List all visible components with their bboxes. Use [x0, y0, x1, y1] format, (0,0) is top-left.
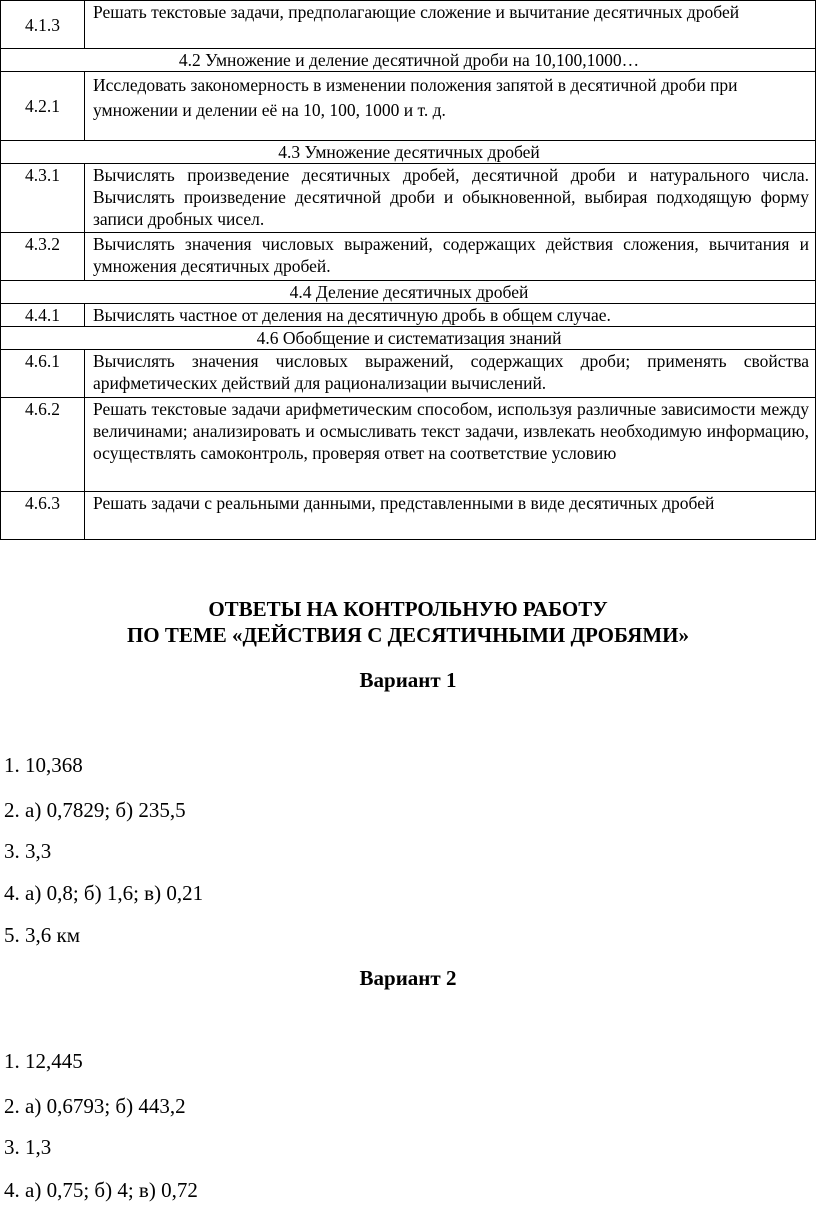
table-row [1, 327, 816, 350]
item-description: Вычислять значения числовых выражений, содержащих дроби; применять свойства арифметических действий для рационализации вычислений. [85, 350, 816, 398]
codifier-table [0, 0, 816, 540]
table-row [1, 350, 816, 398]
answer-item: 5. 3,6 км [4, 923, 80, 947]
variant2-title: Вариант 2 [359, 966, 457, 990]
item-code: 4.3.1 [1, 164, 85, 233]
table-row [1, 141, 816, 164]
answer-item: 3. 3,3 [4, 839, 52, 863]
item-description: Решать текстовые задачи арифметическим способом, используя различные зависимости между величинами; анализировать и осмысливать текст задачи, извлекать необходимую информацию, осуществлять самоконтроль, проверяя ответ на соответствие условию [85, 398, 816, 492]
item-description: Исследовать закономерность в изменении положения запятой в десятичной дроби при умножении и делении её на 10, 100, 1000 и т. д. [85, 72, 816, 141]
item-description: Вычислять частное от деления на десятичную дробь в общем случае. [85, 304, 816, 327]
table-row [1, 164, 816, 233]
table-row [1, 1, 816, 49]
variant1-title: Вариант 1 [359, 668, 457, 692]
answer-item: 3. 1,3 [4, 1135, 52, 1159]
table-row [1, 398, 816, 492]
item-code: 4.4.1 [1, 304, 85, 327]
answer-item: 4. а) 0,8; б) 1,6; в) 0,21 [4, 881, 204, 905]
answer-item: 4. а) 0,75; б) 4; в) 0,72 [4, 1178, 198, 1202]
table-row [1, 233, 816, 281]
table-row [1, 49, 816, 72]
item-description: Вычислять произведение десятичных дробей, десятичной дроби и натурального числа. Вычислять произведение десятичной дроби и обыкновенной, выбирая подходящую форму записи дробных чисел. [85, 164, 816, 233]
table-row [1, 304, 816, 327]
answers-heading-line1: ОТВЕТЫ НА КОНТРОЛЬНУЮ РАБОТУ [208, 597, 608, 621]
item-code: 4.6.1 [1, 350, 85, 398]
answer-item: 2. а) 0,7829; б) 235,5 [4, 798, 186, 822]
table-row [1, 492, 816, 540]
section-title: 4.3 Умножение десятичных дробей [1, 141, 816, 164]
item-code: 4.1.3 [1, 1, 85, 49]
item-description: Решать текстовые задачи, предполагающие сложение и вычитание десятичных дробей [85, 1, 816, 49]
section-title: 4.2 Умножение и деление десятичной дроби на 10,100,1000… [1, 49, 816, 72]
table-row [1, 72, 816, 141]
answers-heading-line2: ПО ТЕМЕ «ДЕЙСТВИЯ С ДЕСЯТИЧНЫМИ ДРОБЯМИ» [126, 623, 690, 647]
section-title: 4.4 Деление десятичных дробей [1, 281, 816, 304]
section-title: 4.6 Обобщение и систематизация знаний [1, 327, 816, 350]
item-code: 4.6.2 [1, 398, 85, 492]
item-description: Решать задачи с реальными данными, представленными в виде десятичных дробей [85, 492, 816, 540]
answer-item: 1. 10,368 [4, 753, 83, 777]
answer-item: 2. а) 0,6793; б) 443,2 [4, 1094, 186, 1118]
answers-section [0, 596, 816, 648]
item-code: 4.6.3 [1, 492, 85, 540]
table-row [1, 281, 816, 304]
item-description: Вычислять значения числовых выражений, содержащих действия сложения, вычитания и умножения десятичных дробей. [85, 233, 816, 281]
item-code: 4.3.2 [1, 233, 85, 281]
item-code: 4.2.1 [1, 72, 85, 141]
answer-item: 1. 12,445 [4, 1049, 83, 1073]
